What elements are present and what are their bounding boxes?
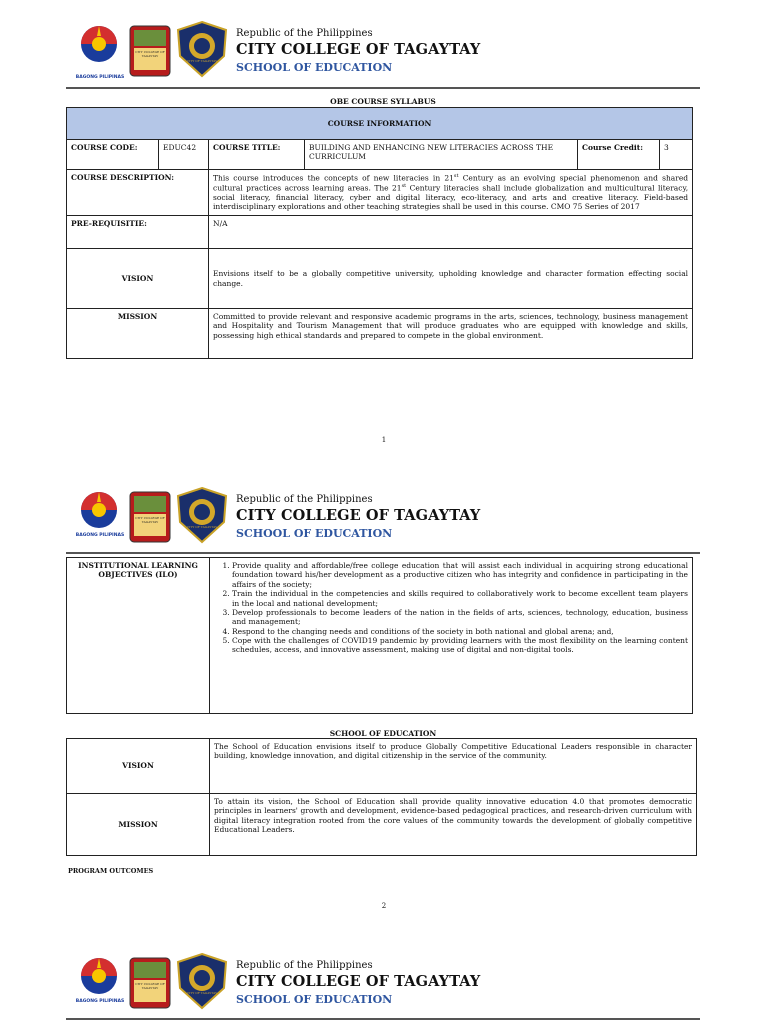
course-description: This course introduces the concepts of new literacies in 21st Century as an evolving special phenomenon and shared cultural practices across learning areas. The 21st Century literacies shall include globalization and multicultural literacy, social literacy, financial literacy, cyber and digital literacy, eco-literacy, and arts and creative literacy. Field-based interdisciplinary explorations and other teaching strategies shall be used in this course. CMO 75 Series of 2017 xyxy=(209,170,693,216)
course-credit-value: 3 xyxy=(660,140,693,170)
bagong-pilipinas-logo xyxy=(74,22,124,74)
header-rule xyxy=(66,1018,700,1020)
school-name: SCHOOL OF EDUCATION xyxy=(236,527,393,540)
city-of-tagaytay-seal-text: CITY OF TAGAYTAY xyxy=(186,525,218,529)
prerequisite-label: PRE-REQUISITIE: xyxy=(67,216,209,249)
vision-text: Envisions itself to be a globally competitive university, upholding knowledge and character formation effecting social change. xyxy=(209,249,693,309)
course-info-table xyxy=(66,107,693,359)
ilo-item: 2. Train the individual in the competencies and skills required to collaboratively work to become excellent team players in the local and national development; xyxy=(232,589,688,608)
course-title-label: COURSE TITLE: xyxy=(209,140,305,170)
city-of-tagaytay-seal xyxy=(174,952,230,1010)
college-name: CITY COLLEGE OF TAGAYTAY xyxy=(236,507,481,524)
school-mission-label: MISSION xyxy=(67,794,210,856)
page-header-1 xyxy=(0,18,768,88)
mission-text: Committed to provide relevant and responsive academic programs in the arts, sciences, technology, business management and Hospitality and Tourism Management that will produce graduates who are equipped with knowledge and skills, possessing high ethical standards and prepared to compete in the global environment. xyxy=(209,309,693,359)
logo-group xyxy=(72,484,242,554)
school-mission-text: To attain its vision, the School of Education shall provide quality innovative education 4.0 that promotes democratic principles in learners' growth and development, evidence-based pedagogical practices, and research-driven curriculum with digital literacy integration rooted from the core values of the community towards the development of globally competitive Educational Leaders. xyxy=(210,794,697,856)
prerequisite-value: N/A xyxy=(209,216,693,249)
ilo-item: 5. Cope with the challenges of COVID19 pandemic by providing learners with the most flexibility on the learning content schedules, access, and innovative assessment, making use of digital and non-digital tools. xyxy=(232,636,688,655)
school-name: SCHOOL OF EDUCATION xyxy=(236,993,393,1006)
republic-text: Republic of the Philippines xyxy=(236,28,373,39)
bagong-pilipinas-text: BAGONG PILIPINAS xyxy=(75,999,125,1004)
course-title-value: BUILDING AND ENHANCING NEW LITERACIES ACROSS THE CURRICULUM xyxy=(305,140,578,170)
republic-text: Republic of the Philippines xyxy=(236,494,373,505)
ilo-item: 4. Respond to the changing needs and conditions of the society in both national and global arena; and, xyxy=(232,627,688,636)
ilo-content xyxy=(210,558,693,714)
bagong-pilipinas-text: BAGONG PILIPINAS xyxy=(75,75,125,80)
city-of-tagaytay-seal-text: CITY OF TAGAYTAY xyxy=(186,59,218,63)
school-name: SCHOOL OF EDUCATION xyxy=(236,61,393,74)
ilo-item: 1. Provide quality and affordable/free college education that will assist each individual in acquiring strong educational foundation toward his/her development as a productive citizen who has integrity and confidence in participating in the affairs of the society; xyxy=(232,561,688,589)
school-vision-text: The School of Education envisions itself to produce Globally Competitive Educational Leaders responsible in character building, knowledge innovation, and digital citizenship in the service of the community. xyxy=(210,739,697,794)
bagong-pilipinas-text: BAGONG PILIPINAS xyxy=(75,533,125,538)
ilo-list xyxy=(214,561,688,655)
page-number-2: 2 xyxy=(381,902,387,910)
city-college-seal-text: CITY COLLEGE OF TAGAYTAY xyxy=(135,982,165,990)
school-vision-mission-table xyxy=(66,738,697,856)
college-name: CITY COLLEGE OF TAGAYTAY xyxy=(236,41,481,58)
vision-label: VISION xyxy=(67,249,209,309)
page-header-2 xyxy=(0,484,768,554)
ilo-table xyxy=(66,557,693,714)
city-of-tagaytay-seal xyxy=(174,486,230,544)
page-number-1: 1 xyxy=(381,436,387,444)
college-name: CITY COLLEGE OF TAGAYTAY xyxy=(236,973,481,990)
republic-text: Republic of the Philippines xyxy=(236,960,373,971)
city-of-tagaytay-seal xyxy=(174,20,230,78)
logo-group xyxy=(72,950,242,1020)
program-outcomes-title: PROGRAM OUTCOMES xyxy=(68,867,154,875)
course-code-value: EDUC42 xyxy=(159,140,209,170)
doc-title: OBE COURSE SYLLABUS xyxy=(330,97,436,106)
ilo-label: INSTITUTIONAL LEARNING OBJECTIVES (ILO) xyxy=(67,558,210,714)
school-section-title: SCHOOL OF EDUCATION xyxy=(329,729,437,738)
city-of-tagaytay-seal-text: CITY OF TAGAYTAY xyxy=(186,991,218,995)
page-header-3 xyxy=(0,950,768,1020)
ilo-item: 3. Develop professionals to become leaders of the nation in the fields of arts, sciences, technology, education, business and management; xyxy=(232,608,688,627)
logo-group xyxy=(72,18,242,88)
city-college-seal-text: CITY COLLEGE OF TAGAYTAY xyxy=(135,516,165,524)
course-credit-label: Course Credit: xyxy=(578,140,660,170)
header-rule xyxy=(66,552,700,554)
mission-label: MISSION xyxy=(67,309,209,359)
header-rule xyxy=(66,87,700,89)
course-info-header: COURSE INFORMATION xyxy=(67,108,693,140)
course-description-label: COURSE DESCRIPTION: xyxy=(67,170,209,216)
city-college-seal-text: CITY COLLEGE OF TAGAYTAY xyxy=(135,50,165,58)
course-code-label: COURSE CODE: xyxy=(67,140,159,170)
school-vision-label: VISION xyxy=(67,739,210,794)
